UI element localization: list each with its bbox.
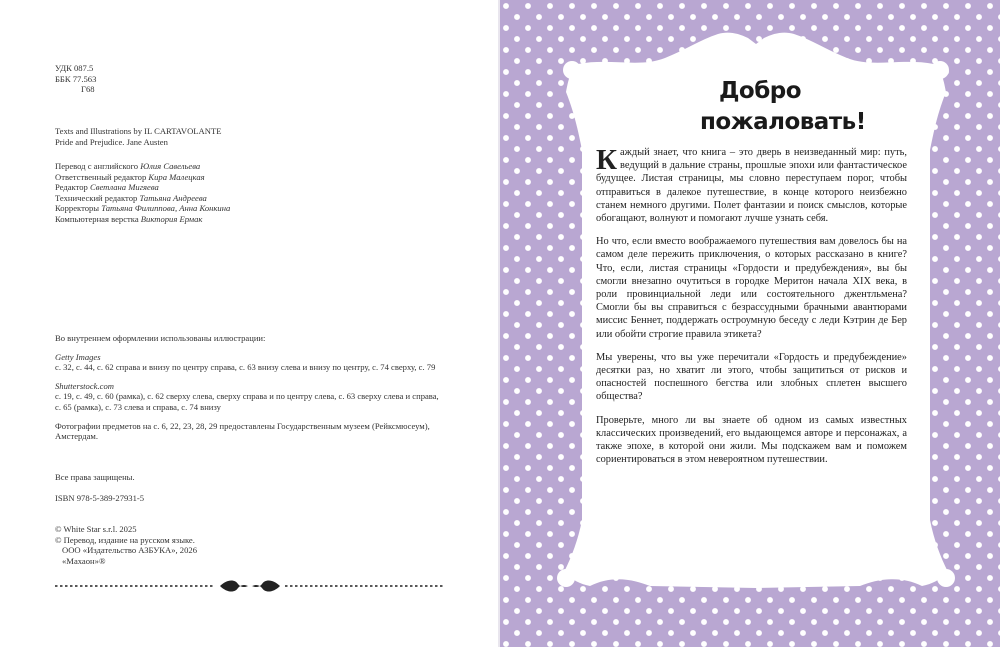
- staff-line: Редактор Светлана Мигяева: [55, 182, 159, 193]
- author-mark: Г68: [81, 84, 95, 95]
- paragraph: Проверьте, много ли вы знаете об одном из самых известных классических произведений, его выдающемся авторе и персонажах, а также эпохе, в которой они жили. Мы подскажем вам и поможем сориентироваться в этом невероятном путешествии.: [596, 414, 907, 466]
- photos-credit: Амстердам.: [55, 431, 98, 442]
- title-line: пожаловать!: [700, 109, 866, 135]
- paragraph: Мы уверены, что вы уже перечитали «Гордость и предубеждение» десятки раз, но хватит ли этого, чтобы защититься от рисков и опасностей поспешного бегства или злобных сплетен высшего общества?: [596, 351, 907, 403]
- rights-notice: Все права защищены.: [55, 472, 135, 482]
- shutterstock-text: с. 19, с. 49, с. 60 (рамка), с. 62 сверху слева, сверху справа и по центру слева, с. 63 сверху слева и справа,: [55, 391, 439, 402]
- staff-line: Корректоры Татьяна Филиппова, Анна Конкина: [55, 203, 231, 214]
- copyright-line: © Перевод, издание на русском языке.: [55, 534, 195, 545]
- staff-line: Технический редактор Татьяна Андреева: [55, 192, 207, 203]
- original-credits: [55, 126, 221, 147]
- photos-credit: Фотографии предметов на с. 6, 22, 23, 28, 29 предоставлены Государственным музеем (Рейксмюсеум),: [55, 420, 430, 431]
- staff-line: Перевод с английского Юлия Савельева: [55, 161, 201, 171]
- page-title: [700, 76, 866, 138]
- isbn: ISBN 978-5-389-27931-5: [55, 493, 145, 503]
- classification-codes: [55, 63, 96, 95]
- welcome-page: [500, 0, 1000, 647]
- title-line: Добро: [718, 78, 802, 104]
- copyright-line: ООО «Издательство АЗБУКА», 2026: [62, 545, 197, 556]
- bbk-code: ББК 77.563: [55, 73, 97, 84]
- getty-text: с. 32, с. 44, с. 62 справа и внизу по центру справа, с. 63 внизу слева и внизу по центру, с. 74 сверху, с. 79: [55, 362, 436, 373]
- illustrations-credits: [55, 333, 439, 442]
- ornamental-divider: [55, 578, 445, 594]
- staff-line: Ответственный редактор Кира Малецкая: [55, 171, 205, 182]
- credit-line: Texts and Illustrations by IL CARTAVOLANTE: [55, 126, 222, 136]
- copyright-line: «Махаон»®: [62, 555, 106, 566]
- getty-label: Getty Images: [55, 351, 101, 362]
- drop-cap: К: [596, 144, 618, 176]
- copyright-block: [55, 524, 197, 566]
- paragraph: Каждый знает, что книга – это дверь в неизведанный мир: путь, ведущий в дальние страны, прошлые эпохи или фантастическое будущее. Листая страницы, мы словно переступаем порог, чтобы отправиться в далекое путешествие, в конце которого неизбежно станем немного другими. Полет фантазии и поиск смыслов, которые обогащают, волнуют и помогают лучше узнать себя.: [596, 144, 907, 225]
- credit-line: Pride and Prejudice. Jane Austen: [55, 136, 168, 147]
- copyright-line: © White Star s.r.l. 2025: [55, 524, 137, 534]
- staff-line: Компьютерная верстка Виктория Ермак: [55, 213, 203, 224]
- intro-text: [596, 146, 907, 476]
- shutterstock-text: с. 65 (рамка), с. 73 слева и справа, с. 74 внизу: [55, 401, 221, 412]
- shutterstock-label: Shutterstock.com: [55, 380, 114, 391]
- paragraph: Но что, если вместо воображаемого путешествия вам довелось бы на самом деле пережить приключения, о которых рассказано в книге? Что, если, листая страницы «Гордости и предубеждения», вы бы смогли внезапно очутиться в городке Меритон начала XIX века, в роли провинциальной леди или состоятельного джентльмена? Смогли бы вы справиться с безрассудными брачными авантюрами миссис Беннет, поддержать остроумную беседу с леди Кэтрин де Бер или обойти строгие правила этикета?: [596, 236, 907, 340]
- udk-code: УДК 087.5: [55, 63, 94, 73]
- staff-list: [55, 161, 230, 225]
- imprint-page: [0, 0, 498, 647]
- illustrations-intro: Во внутреннем оформлении использованы иллюстрации:: [55, 333, 266, 343]
